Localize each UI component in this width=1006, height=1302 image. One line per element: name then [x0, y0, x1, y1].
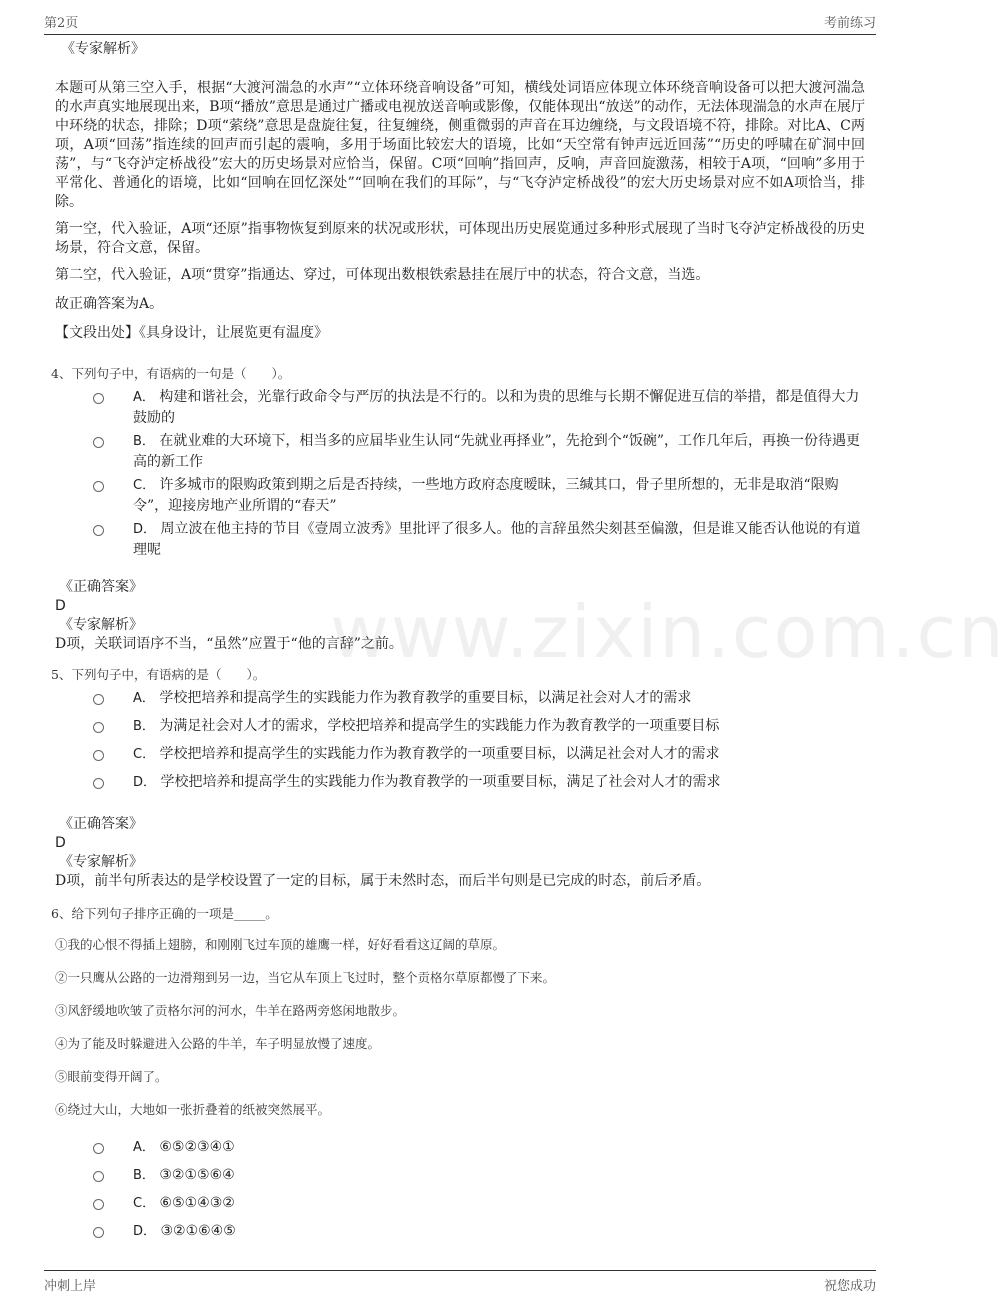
q5-answer: D: [55, 835, 66, 851]
question-5-stem: 5、下列句子中，有语病的是（ ）。: [51, 667, 266, 682]
q4-option-c[interactable]: C． 许多城市的限购政策到期之后是否持续，一些地方政府态度暧昧，三缄其口，骨子里所想的，无非是取消“限购令”，迎接房地产业所谓的“春天”: [93, 475, 865, 516]
q6-option-a[interactable]: A． ⑥⑤②③④①: [93, 1137, 865, 1158]
q6-sentence-6: ⑥绕过大山，大地如一张折叠着的纸被突然展平。: [55, 1102, 331, 1117]
q6-sentence-3: ③风舒缓地吹皱了贡格尔河的河水，牛羊在路两旁悠闲地散步。: [55, 1003, 406, 1018]
radio-icon[interactable]: [93, 481, 104, 492]
page-number: 第2页: [44, 15, 79, 31]
q4-analysis: D项，关联词语序不当，“虽然”应置于“他的言辞”之前。: [55, 636, 403, 652]
q4-answer: D: [55, 598, 66, 614]
q5-answer-label: 《正确答案》: [59, 816, 143, 832]
q4-option-d[interactable]: D． 周立波在他主持的节目《壹周立波秀》里批评了很多人。他的言辞虽然尖刻甚至偏激，但是谁又能否认他说的有道理呢: [93, 519, 865, 560]
question-6-stem: 6、给下列句子排序正确的一项是_____。: [51, 906, 278, 921]
watermark: www.zixin.com.cn: [330, 590, 1006, 674]
page-footer: [44, 1270, 876, 1295]
q4-option-a[interactable]: A． 构建和谐社会，光靠行政命令与严厉的执法是不行的。以和为贵的思维与长期不懈促进互信的举措，都是值得大力鼓励的: [93, 387, 865, 428]
radio-icon[interactable]: [93, 1171, 104, 1182]
page-header: [44, 10, 876, 35]
radio-icon[interactable]: [93, 722, 104, 733]
footer-left: 冲刺上岸: [44, 1278, 97, 1294]
header-brand: 考前练习: [823, 15, 876, 31]
q5-option-c[interactable]: C． 学校把培养和提高学生的实践能力作为教育教学的一项重要目标，以满足社会对人才的需求: [93, 744, 865, 765]
radio-icon[interactable]: [93, 694, 104, 705]
analysis-conclusion: 故正确答案为A。: [55, 296, 164, 312]
q5-analysis: D项，前半句所表达的是学校设置了一定的目标，属于未然时态，而后半句则是已完成的时态，前后矛盾。: [55, 873, 711, 889]
q5-expert-label: 《专家解析》: [59, 854, 143, 870]
q5-option-d[interactable]: D． 学校把培养和提高学生的实践能力作为教育教学的一项重要目标，满足了社会对人才的需求: [93, 772, 865, 793]
analysis-paragraph-2: 第一空，代入验证，A项“还原”指事物恢复到原来的状况或形状，可体现出历史展览通过多种形式展现了当时飞夺泸定桥战役的历史场景，符合文意，保留。: [55, 221, 865, 256]
radio-icon[interactable]: [93, 750, 104, 761]
expert-analysis-label: 《专家解析》: [61, 41, 145, 57]
radio-icon[interactable]: [93, 525, 104, 536]
passage-source: 【文段出处】《具身设计，让展览更有温度》: [55, 325, 328, 341]
document-body: [51, 40, 865, 1242]
q6-option-b[interactable]: B． ③②①⑤⑥④: [93, 1165, 865, 1186]
q6-sentence-4: ④为了能及时躲避进入公路的牛羊，车子明显放慢了速度。: [55, 1036, 381, 1051]
radio-icon[interactable]: [93, 1227, 104, 1238]
q6-sentence-1: ①我的心恨不得插上翅膀，和刚刚飞过车顶的雄鹰一样，好好看看这辽阔的草原。: [55, 937, 506, 952]
q5-option-b[interactable]: B． 为满足社会对人才的需求，学校把培养和提高学生的实践能力作为教育教学的一项重要目标: [93, 716, 865, 737]
radio-icon[interactable]: [93, 437, 104, 448]
question-4-stem: 4、下列句子中，有语病的一句是（ ）。: [51, 366, 291, 381]
q6-option-c[interactable]: C． ⑥⑤①④③②: [93, 1193, 865, 1214]
q4-option-b[interactable]: B． 在就业难的大环境下，相当多的应届毕业生认同“先就业再择业”，先抢到个“饭碗”，工作几年后，再换一份待遇更高的新工作: [93, 431, 865, 472]
q6-sentence-2: ②一只鹰从公路的一边滑翔到另一边，当它从车顶上飞过时，整个贡格尔草原都慢了下来。: [55, 970, 556, 985]
q6-option-d[interactable]: D． ③②①⑥④⑤: [93, 1221, 865, 1242]
footer-right: 祝您成功: [823, 1278, 876, 1294]
radio-icon[interactable]: [93, 778, 104, 789]
q6-sentence-5: ⑤眼前变得开阔了。: [55, 1069, 168, 1084]
analysis-paragraph-1: 本题可从第三空入手，根据“大渡河湍急的水声”“立体环绕音响设备”可知，横线处词语应体现立体环绕音响设备可以把大渡河湍急的水声真实地展现出来，B项“播放”意思是通过广播或电视放送音响或影像，仅能体现出“放送”的动作，无法体现湍急的水声在展厅中环绕的状态，排除；D项“萦绕”意思是盘旋往复，往复缠绕，侧重微弱的声音在耳边缠绕，与文段语境不符，排除。对比A、C两项，A项“回荡”指连续的回声而引起的震响，多用于场面比较宏大的语境，比如“天空常有钟声远近回荡”“历史的呼啸在矿洞中回荡”，与“飞夺泸定桥战役”宏大的历史场景对应恰当，保留。C项“回响”指回声，反响，声音回旋激荡，相较于A项，“回响”多用于平常化、普通化的语境，比如“回响在回忆深处”“回响在我们的耳际”，与“飞夺泸定桥战役”的宏大历史场景对应不如A项恰当，排除。: [55, 80, 865, 210]
radio-icon[interactable]: [93, 1199, 104, 1210]
radio-icon[interactable]: [93, 393, 104, 404]
q5-option-a[interactable]: A． 学校把培养和提高学生的实践能力作为教育教学的重要目标，以满足社会对人才的需求: [93, 688, 865, 709]
analysis-paragraph-3: 第二空，代入验证，A项“贯穿”指通达、穿过，可体现出数根铁索悬挂在展厅中的状态，符合文意，当选。: [55, 267, 710, 283]
radio-icon[interactable]: [93, 1143, 104, 1154]
q4-expert-label: 《专家解析》: [59, 617, 143, 633]
q4-answer-label: 《正确答案》: [59, 579, 143, 595]
